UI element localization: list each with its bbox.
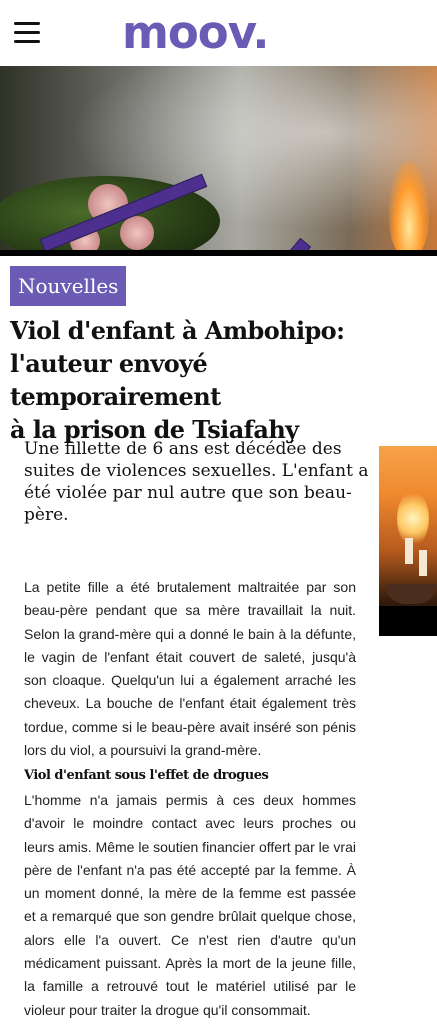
related-article-thumbnail[interactable] bbox=[379, 446, 437, 636]
site-logo[interactable]: moov. bbox=[122, 6, 269, 59]
hamburger-menu-icon[interactable] bbox=[14, 22, 40, 44]
article-lead: Une fillette de 6 ans est décédée des suites de violences sexuelles. L'enfant a été violée par nul autre que son beau-père. bbox=[24, 439, 369, 525]
article-subheading: Viol d'enfant sous l'effet de drogues bbox=[24, 768, 269, 783]
site-header bbox=[0, 0, 437, 66]
hero-image bbox=[0, 66, 437, 256]
article-paragraph-2: L'homme n'a jamais permis à ces deux hommes d'avoir le moindre contact avec leurs proches ou leurs amis. Même le soutien financier offert par le vrai père de l'enfant n'a pas été accepté par la femme. À un moment donné, la mère de la femme est passée et a remarqué que son gendre brûlait quelque chose, alors elle l'a ouvert. Ce n'est rien d'autre qu'un médicament puissant. Après la mort de la jeune fille, la famille a retrouvé tout le matériel utilisé par le violeur pour traiter la drogue qu'il consommait. bbox=[24, 792, 356, 1018]
article-title: Viol d'enfant à Ambohipo: l'auteur envoyé temporairement à la prison de Tsiafahy bbox=[10, 316, 345, 444]
article-paragraph-1: La petite fille a été brutalement maltraitée par son beau-père pendant que sa mère travaillait la nuit. Selon la grand-mère qui a donné le bain à la défunte, le vagin de l'enfant était couvert de saleté, jusqu'à son cloaque. Quelqu'un lui a également arraché les cheveux. La bouche de l'enfant était également très tordue, comme si le beau-père avait inséré son pénis lors du viol, a poursuivi la grand-mère. bbox=[24, 579, 356, 759]
category-badge[interactable]: Nouvelles bbox=[10, 266, 126, 306]
